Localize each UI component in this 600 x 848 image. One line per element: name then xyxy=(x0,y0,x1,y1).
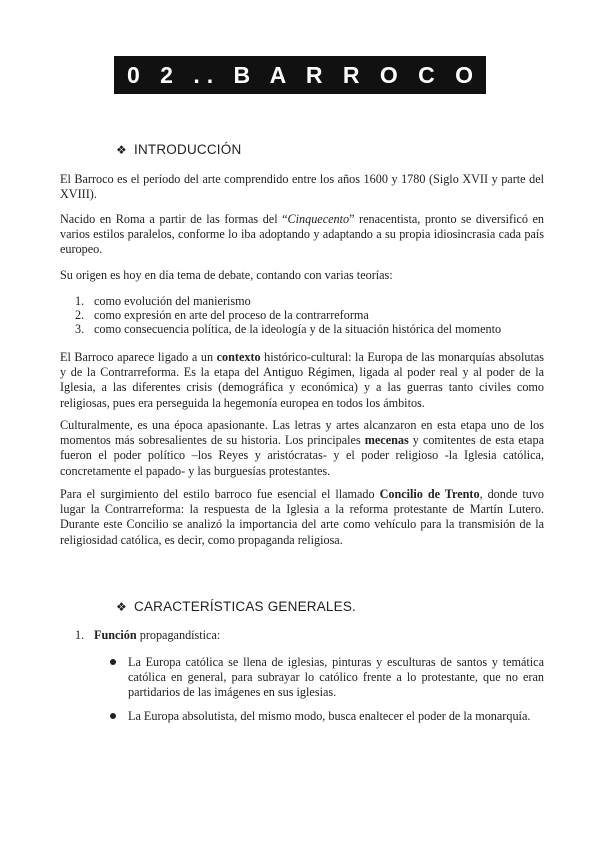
text-run: El Barroco aparece ligado a un xyxy=(60,350,217,364)
list-item xyxy=(108,655,544,700)
text-run: propagandística: xyxy=(136,628,221,642)
list-number: 2. xyxy=(75,308,85,322)
feature-item-funcion xyxy=(60,628,540,643)
text-run: y comitentes de esta etapa fueron el poder político –los Reyes y aristócratas- y el poder religioso -la Iglesia católica, concretamente el papado- y las burguesías protestantes. xyxy=(60,433,544,478)
bullet-dot-icon xyxy=(110,713,116,719)
list-item-text: como consecuencia política, de la ideología y de la situación histórica del momento xyxy=(94,322,502,336)
text-run: Para el surgimiento del estilo barroco fue esencial el llamado xyxy=(60,487,380,501)
section-heading-label: INTRODUCCIÓN xyxy=(134,142,242,157)
paragraph-culture xyxy=(60,418,544,479)
text-run: , donde tuvo lugar la Contrarreforma: la respuesta de la Iglesia a la reforma protestante de Martín Lutero. Durante este Concilio se analizó la importancia del arte como vehículo para la transmisión de la religiosidad católica, es decir, como propaganda religiosa. xyxy=(60,487,545,547)
bullet-dot-icon xyxy=(110,659,116,665)
paragraph-trento xyxy=(60,487,544,548)
section-heading-label: CARACTERÍSTICAS GENERALES. xyxy=(134,599,356,614)
list-item-text: La Europa absolutista, del mismo modo, busca enaltecer el poder de la monarquía. xyxy=(128,709,531,723)
theories-list xyxy=(60,294,540,336)
feature-points-list xyxy=(108,655,544,724)
list-item xyxy=(60,294,540,308)
list-item xyxy=(60,308,540,322)
bold-term: Función xyxy=(94,628,137,642)
diamond-bullet-icon: ❖ xyxy=(116,600,127,614)
paragraph-period: El Barroco es el período del arte comprendido entre los años 1600 y 1780 (Siglo XVII y parte del XVIII). xyxy=(60,172,544,202)
text-run: histórico-cultural: la Europa de las monarquías absolutas y de la Contrarreforma. Es la etapa del Antiguo Régimen, ligada al poder real y al poder de la Iglesia, a las diferentes crisis (demográfica y económica) y a las guerras tanto civiles como religiosas, pues era perseguida la hegemonía europea en todos los ámbitos. xyxy=(60,350,544,410)
section-heading-caracteristicas xyxy=(116,599,356,614)
list-item xyxy=(108,709,544,724)
list-item-text: como evolución del manierismo xyxy=(94,294,251,308)
paragraph-context xyxy=(60,350,544,411)
list-number: 1. xyxy=(75,294,85,308)
list-item-text: como expresión en arte del proceso de la contrarreforma xyxy=(94,308,369,322)
section-heading-introduccion xyxy=(116,142,241,157)
bold-term: Concilio de Trento xyxy=(379,487,480,501)
list-number: 1. xyxy=(75,628,85,642)
list-item xyxy=(60,322,540,336)
paragraph-theories-intro: Su origen es hoy en día tema de debate, contando con varias teorías: xyxy=(60,268,393,282)
diamond-bullet-icon: ❖ xyxy=(116,143,127,157)
page-title: 0 2 .. B A R R O C O xyxy=(114,56,486,94)
list-item-text: La Europa católica se llena de iglesias, pinturas y esculturas de santos y temática católica en general, para subrayar lo católico frente a lo protestante, que no eran partidarios de las imágenes en sus iglesias. xyxy=(128,655,544,699)
paragraph-origin-rome xyxy=(60,212,544,258)
text-run: Culturalmente, es una época apasionante. Las letras y artes alcanzaron en esta etapa uno de los momentos más sobresalientes de su historia. Los principales xyxy=(60,418,544,448)
title-banner xyxy=(0,56,600,94)
text-run: Nacido en Roma a partir de las formas del “ xyxy=(60,212,288,226)
bold-term: mecenas xyxy=(364,433,409,448)
list-number: 3. xyxy=(75,322,85,336)
bold-term: contexto xyxy=(216,350,261,364)
text-run: ” renacentista, pronto se diversificó en varios estilos paralelos, conforme lo iba adoptando y adaptando a su propia idiosincrasia cada país europeo. xyxy=(60,212,544,257)
italic-term: Cinquecento xyxy=(287,212,350,226)
